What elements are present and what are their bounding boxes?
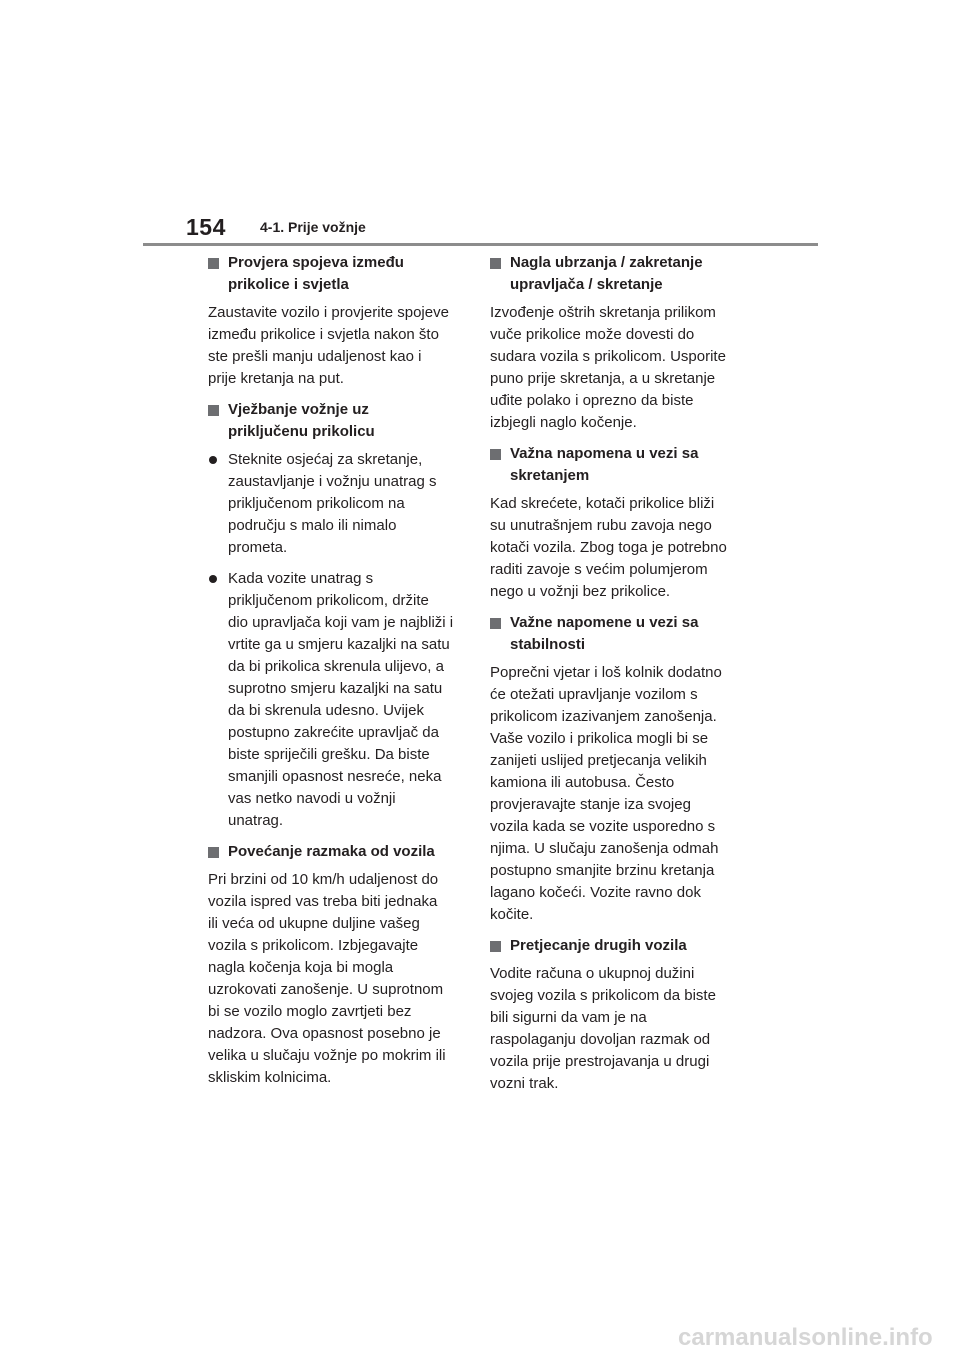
square-bullet-icon: [490, 258, 501, 269]
left-column: [208, 252, 470, 1098]
text-line: nagla kočenja koja bi mogla: [208, 959, 394, 976]
text-line: izbjegli naglo kočenje.: [490, 414, 637, 431]
text-line: Važna napomena u vezi sa: [510, 445, 699, 462]
text-line: Vodite računa o ukupnoj dužini: [490, 965, 695, 982]
text-line: Važne napomene u vezi sa: [510, 614, 699, 631]
header-divider: [143, 243, 818, 246]
square-bullet-icon: [490, 449, 501, 460]
text-line: priključenu prikolicu: [228, 423, 375, 440]
text-line: raditi zavoje s većim polumjerom: [490, 561, 708, 578]
text-line: vozni trak.: [490, 1075, 559, 1092]
section-heading: [490, 443, 752, 487]
text-line: skliskim kolnicima.: [208, 1069, 332, 1086]
text-line: prikolice i svjetla: [228, 276, 349, 293]
text-line: vozila kada se vozite usporedno s: [490, 818, 716, 835]
body-paragraph: [490, 493, 752, 603]
body-paragraph: [490, 963, 752, 1095]
square-bullet-icon: [490, 941, 501, 952]
text-line: priključenom prikolicom, držite: [228, 592, 429, 609]
square-bullet-icon: [208, 258, 219, 269]
text-line: prije kretanja na put.: [208, 370, 344, 387]
text-line: dio upravljača koji vam je najbliži i: [228, 614, 454, 631]
round-bullet-icon: [209, 575, 217, 583]
text-line: Nagla ubrzanja / zakretanje: [510, 254, 703, 271]
text-line: prikolicom izazivanjem zanošenja.: [490, 708, 717, 725]
text-line: vozila ispred vas treba biti jednaka: [208, 893, 438, 910]
body-paragraph: [490, 302, 752, 434]
text-line: smanjili opasnost nesreće, neka: [228, 768, 442, 785]
text-line: Izvođenje oštrih skretanja prilikom: [490, 304, 716, 321]
text-line: postupno smanjite brzinu kretanja: [490, 862, 715, 879]
section-heading: [490, 252, 752, 296]
section-title: 4-1. Prije vožnje: [260, 219, 366, 235]
square-bullet-icon: [208, 405, 219, 416]
text-line: vuče prikolice može dovesti do: [490, 326, 695, 343]
section-heading: [490, 935, 752, 957]
text-line: raspolaganju dovoljan razmak od: [490, 1031, 711, 1048]
text-line: unatrag.: [228, 812, 284, 829]
text-line: prometa.: [228, 539, 288, 556]
text-line: ste prešli manju udaljenost kao i: [208, 348, 422, 365]
text-line: upravljača / skretanje: [510, 276, 663, 293]
text-line: sudara vozila s prikolicom. Usporite: [490, 348, 726, 365]
round-bullet-icon: [209, 456, 217, 464]
section-heading: [490, 612, 752, 656]
text-line: Pri brzini od 10 km/h udaljenost do: [208, 871, 439, 888]
text-line: nego u vožnji bez prikolice.: [490, 583, 671, 600]
section-heading: [208, 252, 470, 296]
text-line: skretanjem: [510, 467, 590, 484]
bullet-item: [208, 449, 470, 559]
body-paragraph: [490, 662, 752, 926]
text-line: Kad skrećete, kotači prikolice bliži: [490, 495, 715, 512]
text-line: između prikolice i svjetla nakon što: [208, 326, 439, 343]
text-line: Pretjecanje drugih vozila: [510, 937, 687, 954]
text-line: svojeg vozila s prikolicom da biste: [490, 987, 716, 1004]
text-line: Provjera spojeva između: [228, 254, 404, 271]
bullet-item: [208, 568, 470, 832]
right-column: [490, 252, 752, 1104]
body-paragraph: [208, 302, 470, 390]
text-line: području s malo ili nimalo: [228, 517, 397, 534]
square-bullet-icon: [208, 847, 219, 858]
text-line: Vaše vozilo i prikolica mogli bi se: [490, 730, 709, 747]
text-line: biste spriječili grešku. Da biste: [228, 746, 430, 763]
text-line: ili veća od ukupne duljine vašeg: [208, 915, 420, 932]
square-bullet-icon: [490, 618, 501, 629]
text-line: njima. U slučaju zanošenja odmah: [490, 840, 719, 857]
watermark: carmanualsonline.info: [678, 1324, 933, 1351]
text-line: Steknite osjećaj za skretanje,: [228, 451, 423, 468]
text-line: zaustavljanje i vožnju unatrag s: [228, 473, 437, 490]
text-line: kotači vozila. Zbog toga je potrebno: [490, 539, 727, 556]
text-line: vozila s prikolicom. Izbjegavajte: [208, 937, 419, 954]
text-line: nadzora. Ova opasnost posebno je: [208, 1025, 441, 1042]
text-line: Poprečni vjetar i loš kolnik dodatno: [490, 664, 722, 681]
text-line: bi se vozilo moglo zavrtjeti bez: [208, 1003, 412, 1020]
text-line: lagano kočeći. Vozite ravno dok: [490, 884, 701, 901]
text-line: puno prije skretanja, a u skretanje: [490, 370, 716, 387]
text-line: provjeravajte stanje iza svojeg: [490, 796, 691, 813]
body-paragraph: [208, 869, 470, 1089]
text-line: da bi skrenula udesno. Uvijek: [228, 702, 424, 719]
text-line: će otežati upravljanje vozilom s: [490, 686, 698, 703]
text-line: postupno zakrećite upravljač da: [228, 724, 439, 741]
section-heading: [208, 399, 470, 443]
text-line: suprotno smjeru kazaljki na satu: [228, 680, 443, 697]
text-line: Vježbanje vožnje uz: [228, 401, 369, 418]
text-line: Kada vozite unatrag s: [228, 570, 374, 587]
text-line: priključenom prikolicom na: [228, 495, 405, 512]
text-line: bili sigurni da vam je na: [490, 1009, 647, 1026]
text-line: uđite polako i oprezno da biste: [490, 392, 694, 409]
text-line: vrtite ga u smjeru kazaljki na satu: [228, 636, 450, 653]
text-line: vas netko navodi u vožnji: [228, 790, 396, 807]
text-line: uzrokovati zanošenje. U suprotnom: [208, 981, 444, 998]
section-heading: [208, 841, 470, 863]
text-line: su unutrašnjem rubu zavoja nego: [490, 517, 712, 534]
text-line: stabilnosti: [510, 636, 586, 653]
text-line: da bi prikolica skrenula ulijevo, a: [228, 658, 444, 675]
text-line: kočite.: [490, 906, 534, 923]
text-line: zanijeti uslijed pretjecanja velikih: [490, 752, 707, 769]
text-line: Zaustavite vozilo i provjerite spojeve: [208, 304, 449, 321]
text-line: vozila prije prestrojavanja u drugi: [490, 1053, 710, 1070]
text-line: velika u slučaju vožnje po mokrim ili: [208, 1047, 446, 1064]
page-number: 154: [186, 214, 226, 240]
text-line: kamiona ili autobusa. Često: [490, 774, 675, 791]
text-line: Povećanje razmaka od vozila: [228, 843, 435, 860]
